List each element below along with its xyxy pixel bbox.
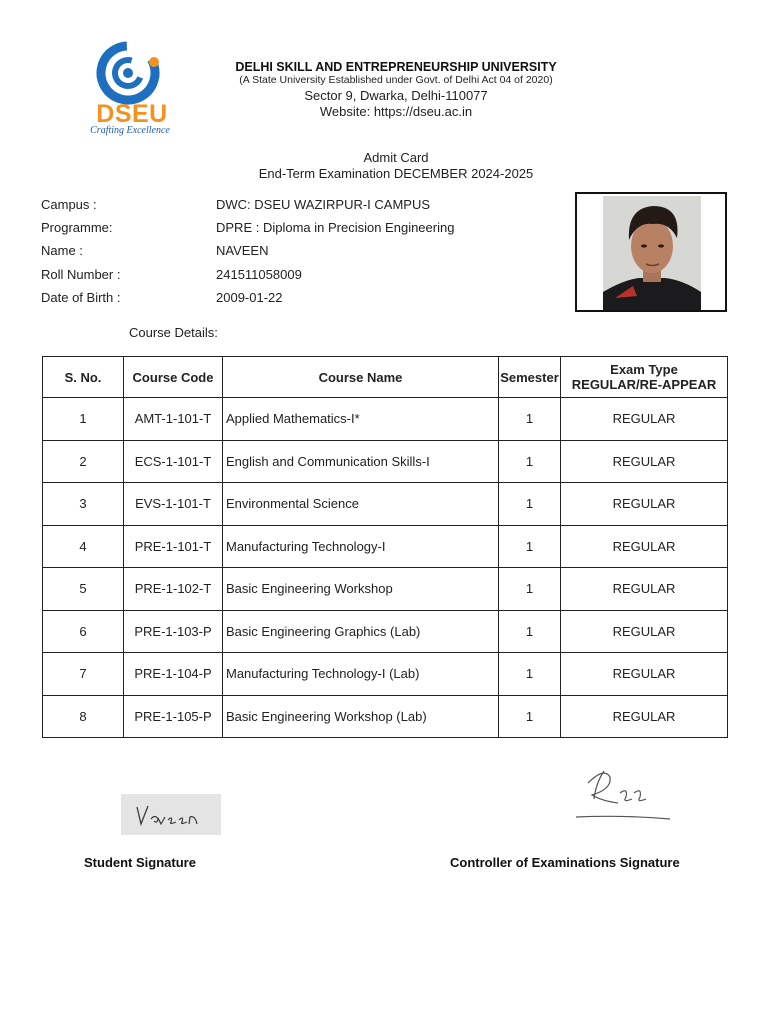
- cell-exam-type: REGULAR: [561, 695, 728, 738]
- cell-sno: 3: [43, 483, 124, 526]
- cell-course-code: PRE-1-105-P: [124, 695, 223, 738]
- course-table: [42, 356, 728, 738]
- info-value: NAVEEN: [216, 243, 269, 259]
- cell-course-name: Environmental Science: [223, 483, 499, 526]
- table-row: [43, 483, 728, 526]
- info-value: 2009-01-22: [216, 289, 283, 305]
- cell-sno: 2: [43, 440, 124, 483]
- table-row: [43, 398, 728, 441]
- university-established: (A State University Established under Govt. of Delhi Act 04 of 2020): [239, 74, 553, 86]
- cell-course-code: EVS-1-101-T: [124, 483, 223, 526]
- table-row: [43, 440, 728, 483]
- info-label: Roll Number :: [41, 266, 121, 282]
- cell-semester: 1: [499, 695, 561, 738]
- info-row-campus: [41, 197, 454, 220]
- cell-semester: 1: [499, 568, 561, 611]
- header-semester: Semester: [499, 357, 561, 398]
- info-label: Campus :: [41, 197, 97, 212]
- controller-signature-image: [574, 765, 674, 825]
- cell-semester: 1: [499, 653, 561, 696]
- cell-course-name: Basic Engineering Workshop: [223, 568, 499, 611]
- cell-sno: 5: [43, 568, 124, 611]
- info-value: 241511058009: [216, 266, 302, 282]
- cell-semester: 1: [499, 610, 561, 653]
- cell-exam-type: REGULAR: [561, 610, 728, 653]
- header-exam-type-line1: Exam Type: [610, 362, 678, 377]
- cell-course-code: AMT-1-101-T: [124, 398, 223, 441]
- cell-sno: 7: [43, 653, 124, 696]
- cell-sno: 6: [43, 610, 124, 653]
- info-row-roll-number: [41, 267, 454, 290]
- table-row: [43, 610, 728, 653]
- cell-course-name: English and Communication Skills-I: [223, 440, 499, 483]
- university-website: Website: https://dseu.ac.in: [319, 104, 473, 119]
- cell-sno: 4: [43, 525, 124, 568]
- cell-course-name: Basic Engineering Graphics (Lab): [223, 610, 499, 653]
- cell-course-name: Manufacturing Technology-I (Lab): [223, 653, 499, 696]
- logo-wordmark: DSEU: [96, 100, 168, 128]
- cell-course-code: PRE-1-104-P: [124, 653, 223, 696]
- header-course-name: Course Name: [223, 357, 499, 398]
- cell-course-code: PRE-1-102-T: [124, 568, 223, 611]
- cell-semester: 1: [499, 483, 561, 526]
- table-row: [43, 525, 728, 568]
- university-address: Sector 9, Dwarka, Delhi-110077: [304, 88, 488, 103]
- cell-exam-type: REGULAR: [561, 525, 728, 568]
- cell-exam-type: REGULAR: [561, 568, 728, 611]
- info-label: Date of Birth :: [41, 289, 121, 305]
- info-row-dob: [41, 290, 454, 313]
- table-header-row: [43, 357, 728, 398]
- document-subtitle: End-Term Examination DECEMBER 2024-2025: [258, 166, 534, 181]
- student-info: [41, 197, 454, 313]
- cell-exam-type: REGULAR: [561, 398, 728, 441]
- cell-sno: 8: [43, 695, 124, 738]
- student-signature-label: Student Signature: [84, 855, 196, 870]
- cell-sno: 1: [43, 398, 124, 441]
- info-row-name: [41, 243, 454, 266]
- cell-course-code: PRE-1-101-T: [124, 525, 223, 568]
- university-name: DELHI SKILL AND ENTREPRENEURSHIP UNIVERSITY: [235, 60, 557, 74]
- cell-course-name: Applied Mathematics-I*: [223, 398, 499, 441]
- table-row: [43, 695, 728, 738]
- cell-course-code: ECS-1-101-T: [124, 440, 223, 483]
- cell-course-name: Manufacturing Technology-I: [223, 525, 499, 568]
- info-label: Name :: [41, 243, 83, 259]
- student-signature-image: [121, 794, 221, 835]
- cell-exam-type: REGULAR: [561, 440, 728, 483]
- controller-signature-label: Controller of Examinations Signature: [450, 855, 680, 870]
- table-row: [43, 568, 728, 611]
- cell-course-name: Basic Engineering Workshop (Lab): [223, 695, 499, 738]
- course-details-label: Course Details:: [129, 325, 218, 340]
- header-exam-type-line2: REGULAR/RE-APPEAR: [571, 377, 717, 392]
- cell-semester: 1: [499, 398, 561, 441]
- student-photo: [603, 196, 701, 310]
- logo-tagline: Crafting Excellence: [90, 125, 170, 136]
- table-row: [43, 653, 728, 696]
- info-row-programme: [41, 220, 454, 243]
- cell-exam-type: REGULAR: [561, 483, 728, 526]
- student-photo-frame: [575, 192, 727, 312]
- cell-course-code: PRE-1-103-P: [124, 610, 223, 653]
- header-exam-type: [561, 357, 728, 398]
- info-label: Programme:: [41, 220, 113, 236]
- info-value: DWC: DSEU WAZIRPUR-I CAMPUS: [216, 197, 431, 212]
- document-title: Admit Card: [363, 150, 429, 165]
- header-sno: S. No.: [43, 357, 124, 398]
- info-value: DPRE : Diploma in Precision Engineering: [216, 220, 455, 236]
- cell-semester: 1: [499, 525, 561, 568]
- cell-exam-type: REGULAR: [561, 653, 728, 696]
- cell-semester: 1: [499, 440, 561, 483]
- header-course-code: Course Code: [124, 357, 223, 398]
